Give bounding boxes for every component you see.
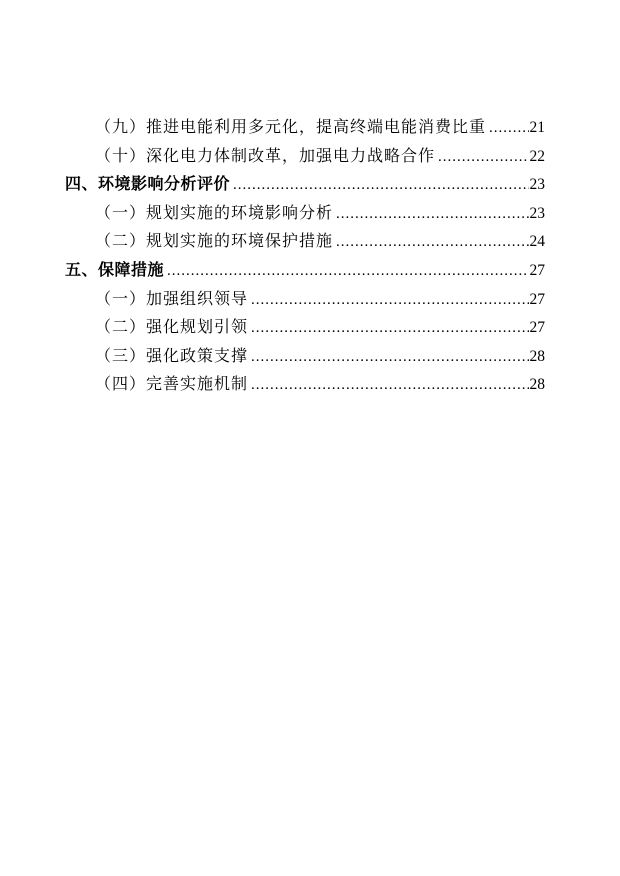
toc-leader-dots xyxy=(251,371,528,400)
toc-entry[interactable] xyxy=(65,343,545,372)
toc-entry-page: 27 xyxy=(529,261,545,279)
toc-leader-dots xyxy=(438,143,528,172)
toc-leader-dots xyxy=(251,286,528,315)
toc-leader-dots xyxy=(251,314,528,343)
toc-entry-label: （九）推进电能利用多元化，提高终端电能消费比重 xyxy=(95,119,487,136)
toc-leader-dots xyxy=(489,114,528,143)
toc-entry-label: （十）深化电力体制改革，加强电力战略合作 xyxy=(95,147,436,165)
toc-entry-label: （四）完善实施机制 xyxy=(95,376,249,394)
toc-entry-page: 28 xyxy=(529,347,545,365)
toc-entry-page: 22 xyxy=(529,147,545,165)
toc-entry-label: 五、保障措施 xyxy=(65,261,165,279)
toc-entry-label: 四、环境影响分析评价 xyxy=(65,176,231,194)
toc-entry-page: 23 xyxy=(529,176,545,194)
toc-entry[interactable] xyxy=(65,114,545,143)
toc-entry-page: 27 xyxy=(529,290,545,308)
toc-entry-label: （二）规划实施的环境保护措施 xyxy=(95,233,334,251)
toc-entry-label: （一）加强组织领导 xyxy=(95,290,249,308)
toc-entry[interactable] xyxy=(65,200,545,229)
toc-leader-dots xyxy=(336,200,528,229)
toc-entry[interactable] xyxy=(65,314,545,343)
toc-entry-page: 27 xyxy=(529,319,545,337)
toc-leader-dots xyxy=(167,257,528,286)
toc-entry-page: 23 xyxy=(529,204,545,222)
toc-entry-page: 24 xyxy=(529,233,545,251)
toc-entry-label: （二）强化规划引领 xyxy=(95,319,249,337)
toc-entry-label: （三）强化政策支撑 xyxy=(95,347,249,365)
toc-list xyxy=(65,114,545,400)
toc-entry[interactable] xyxy=(65,286,545,315)
toc-entry[interactable] xyxy=(65,228,545,257)
toc-entry[interactable] xyxy=(65,371,545,400)
toc-leader-dots xyxy=(233,171,528,200)
toc-leader-dots xyxy=(251,343,528,372)
toc-entry-page: 21 xyxy=(529,119,545,136)
toc-entry[interactable] xyxy=(65,257,545,286)
toc-entry-label: （一）规划实施的环境影响分析 xyxy=(95,204,334,222)
toc-entry-page: 28 xyxy=(529,376,545,394)
toc-leader-dots xyxy=(336,228,528,257)
toc-entry[interactable] xyxy=(65,143,545,172)
toc-entry[interactable] xyxy=(65,171,545,200)
